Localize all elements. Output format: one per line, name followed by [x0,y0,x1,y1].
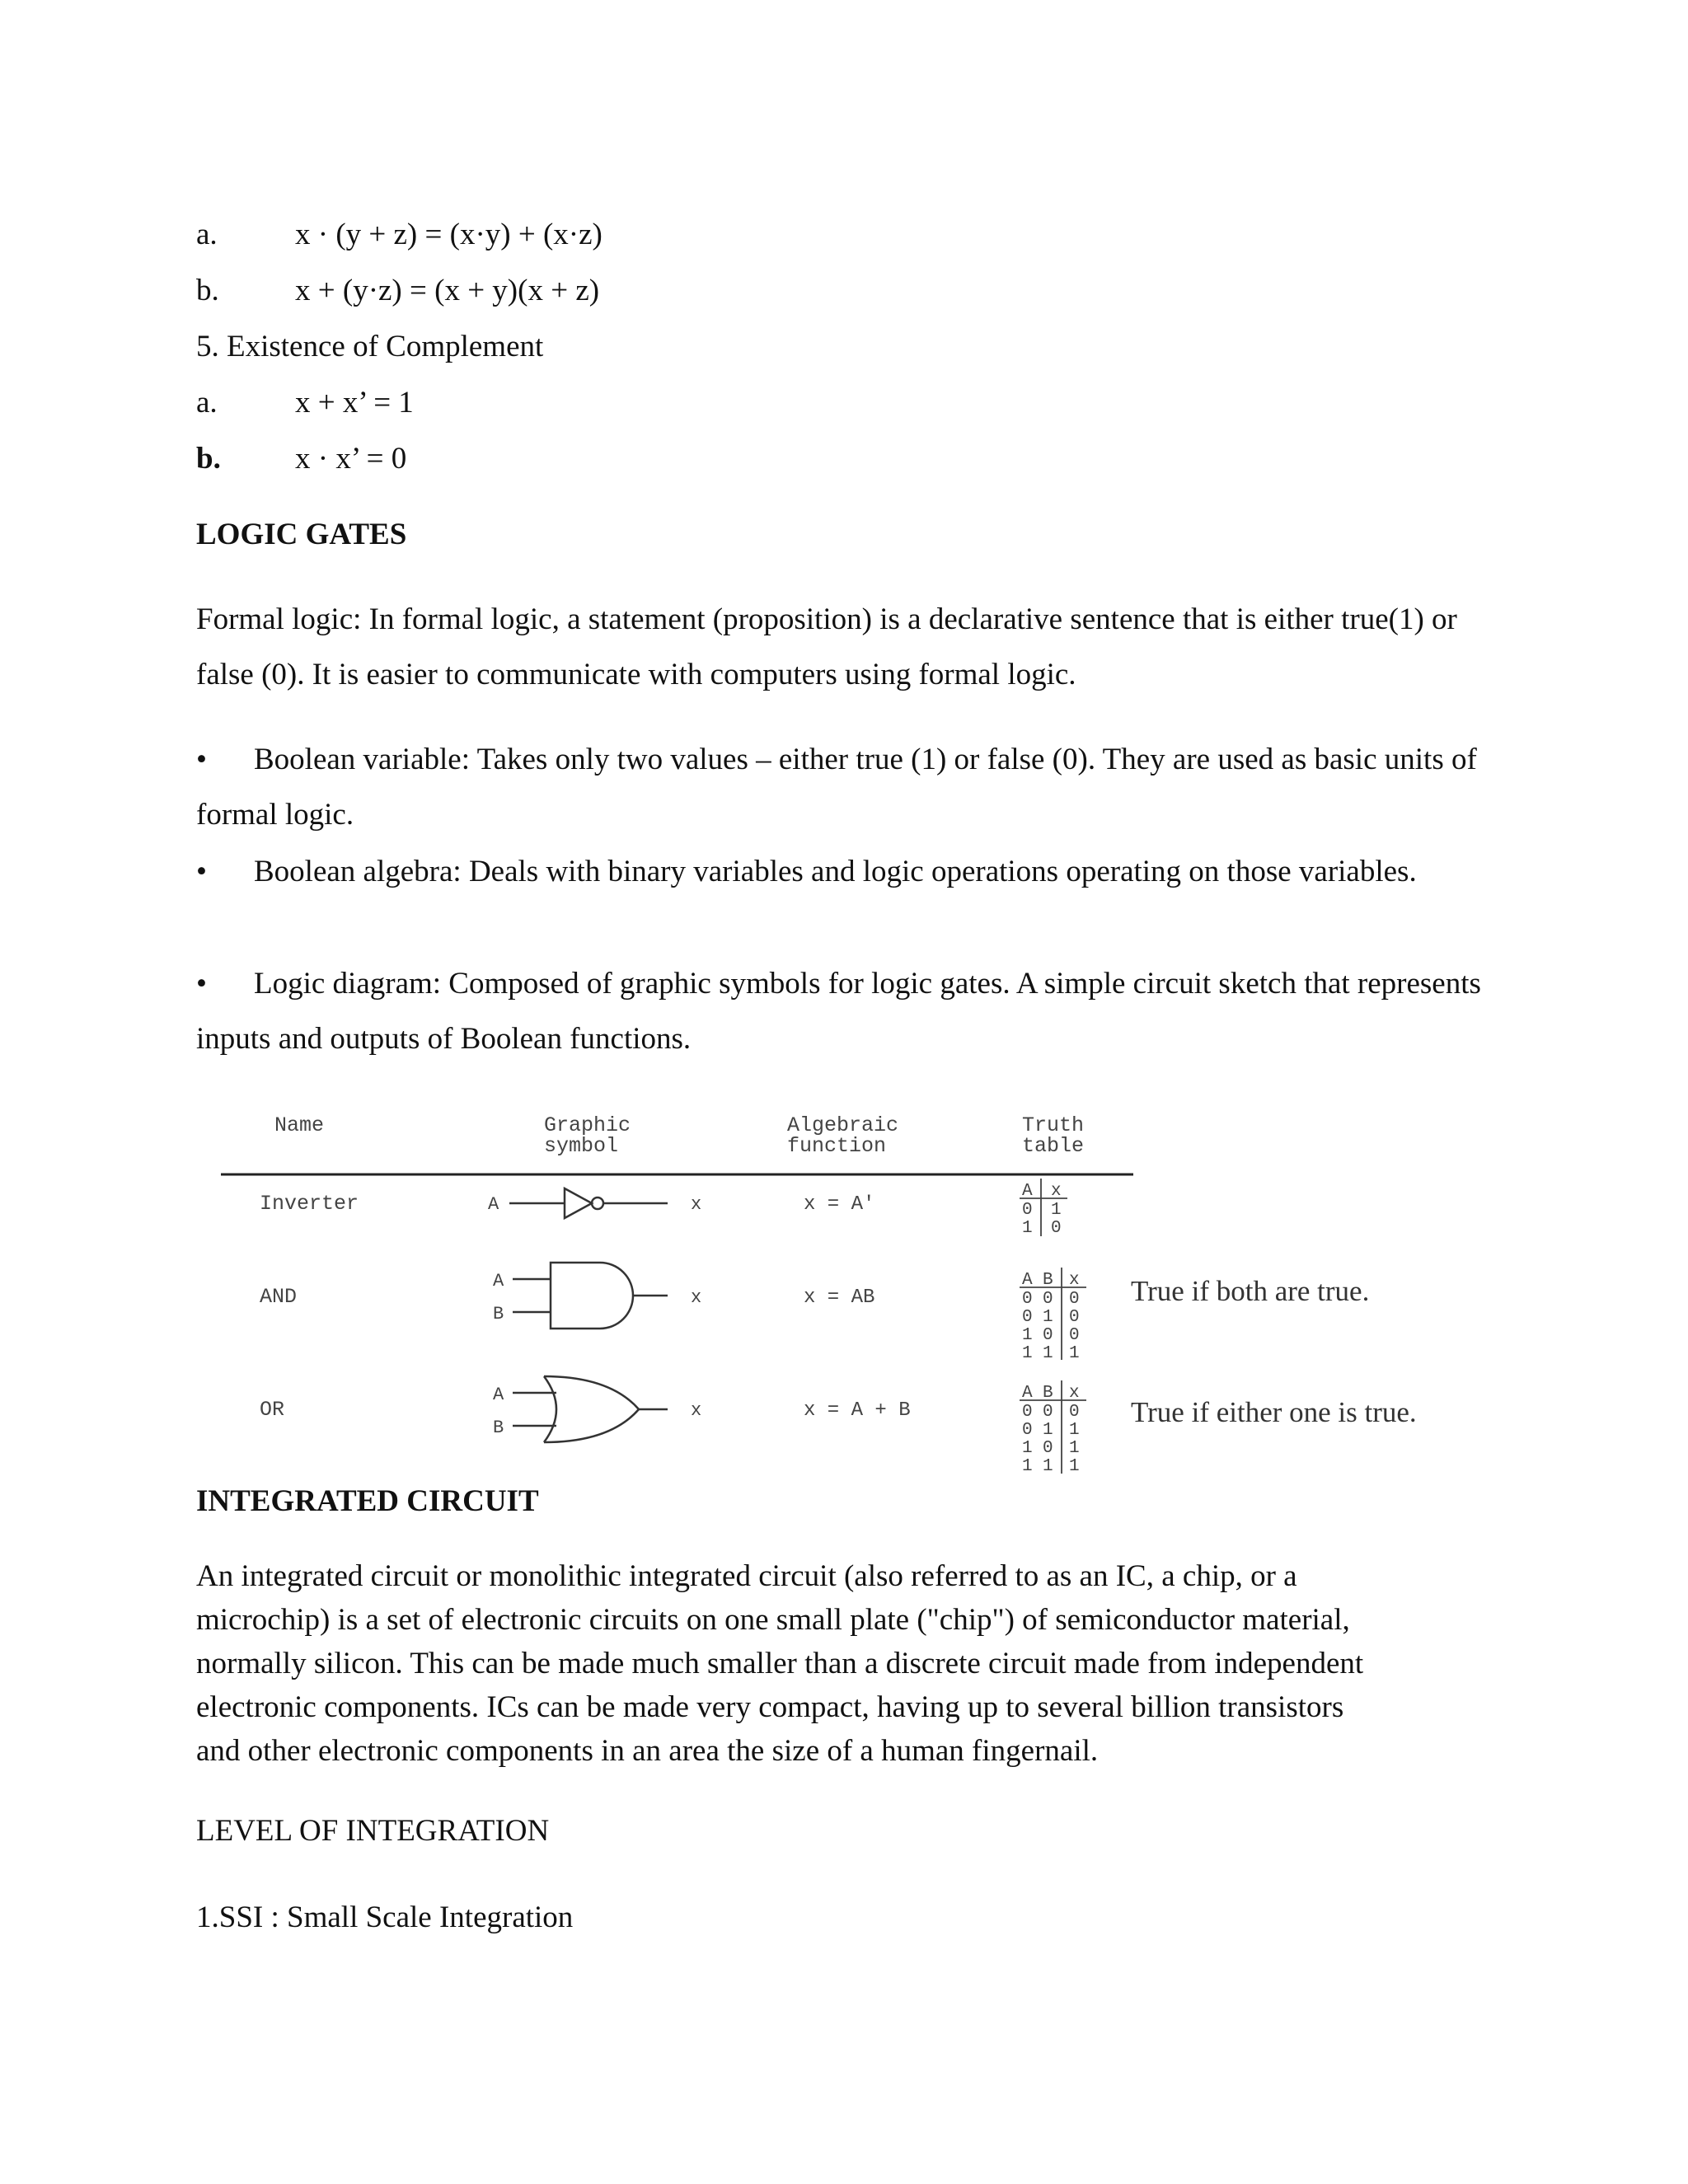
distributive-law-b [196,275,599,306]
tt-cell: 0 [1022,1403,1033,1422]
inverter-output-x: x [691,1194,702,1215]
tt-cell: 0 [1043,1403,1053,1422]
tt-cell: 0 [1069,1326,1080,1345]
tt-cell: 0 [1022,1308,1033,1327]
tt-cell: 0 [1022,1421,1033,1440]
tt-cell: 1 [1051,1201,1062,1220]
bullet-boolean-algebra [196,844,1482,899]
gate-name-and: AND [260,1285,298,1309]
inverter-input-a: A [488,1194,499,1215]
item-expression: x + x’ = 1 [295,386,414,419]
item-label: b. [196,442,221,476]
header-name: Name [274,1113,325,1137]
tt-header: x [1069,1271,1080,1290]
tt-cell: 0 [1069,1403,1080,1422]
complement-item-b [196,443,406,474]
tt-cell: 1 [1069,1421,1080,1440]
paragraph-line: electronic components. ICs can be made very compact, having up to several billion transistors [196,1690,1344,1724]
inverter-truth-table [1020,1179,1067,1238]
tt-cell: 0 [1043,1326,1053,1345]
and-note: True if both are true. [1131,1275,1370,1307]
logic-gates-figure [0,1104,1688,1492]
tt-cell: 1 [1022,1457,1033,1476]
or-note: True if either one is true. [1131,1396,1417,1428]
tt-header: A [1022,1384,1033,1403]
tt-header: B [1043,1271,1053,1290]
and-output-x: x [691,1287,702,1308]
paragraph-line: and other electronic components in an area the size of a human fingernail. [196,1734,1099,1768]
header-truth: Truth [1022,1113,1085,1137]
bullet-logic-diagram [196,956,1482,1066]
tt-header: A [1022,1271,1033,1290]
ssi-item: 1.SSI : Small Scale Integration [196,1900,574,1934]
tt-cell: 0 [1043,1290,1053,1309]
bullet-glyph: • [196,743,207,776]
tt-cell: 1 [1022,1326,1033,1345]
complement-title: 5. Existence of Complement [196,330,544,363]
logic-gates-heading: LOGIC GATES [196,518,407,551]
bullet-text: Logic diagram: Composed of graphic symbols for logic gates. A simple circuit sketch that represents inputs and outputs of Boolean functions. [196,967,1481,1056]
and-truth-table [1020,1268,1086,1363]
and-input-b: B [493,1304,504,1324]
gate-name-or: OR [260,1398,285,1422]
or-function: x = A + B [804,1399,911,1422]
tt-cell: 1 [1069,1457,1080,1476]
item-label: b. [196,274,219,307]
tt-header: B [1043,1384,1053,1403]
bullet-glyph: • [196,855,207,888]
or-input-b: B [493,1418,504,1438]
tt-header: x [1051,1182,1062,1201]
header-graphic: Graphic [544,1113,631,1137]
item-expression: x + (y·z) = (x + y)(x + z) [295,274,600,307]
tt-cell: 1 [1022,1439,1033,1458]
tt-cell: 0 [1043,1439,1053,1458]
tt-cell: 0 [1069,1308,1080,1327]
or-input-a: A [493,1385,504,1405]
tt-cell: 1 [1043,1308,1053,1327]
paragraph-line: normally silicon. This can be made much smaller than a discrete circuit made from independent [196,1647,1364,1680]
tt-cell: 1 [1043,1421,1053,1440]
or-truth-table [1020,1380,1086,1476]
not-gate-symbol [509,1188,668,1218]
tt-cell: 1 [1043,1457,1053,1476]
and-gate-symbol [513,1263,668,1329]
or-output-x: x [691,1400,702,1421]
and-input-a: A [493,1271,504,1291]
distributive-law-a [196,219,603,250]
integrated-circuit-heading: INTEGRATED CIRCUIT [196,1484,539,1518]
bullet-text: Boolean variable: Takes only two values – either true (1) or false (0). They are used as basic units of formal logic. [196,743,1477,832]
item-expression: x · x’ = 0 [295,442,407,476]
level-of-integration-heading: LEVEL OF INTEGRATION [196,1814,550,1848]
gate-name-inverter: Inverter [260,1192,359,1216]
tt-cell: 1 [1022,1219,1033,1238]
tt-cell: 1 [1043,1344,1053,1363]
paragraph-line: An integrated circuit or monolithic integrated circuit (also referred to as an IC, a chip, or a [196,1559,1297,1593]
header-table: table [1022,1134,1085,1158]
tt-cell: 0 [1051,1219,1062,1238]
inverter-function: x = A' [804,1193,875,1216]
tt-cell: 1 [1069,1439,1080,1458]
formal-logic-paragraph: Formal logic: In formal logic, a statement (proposition) is a declarative sentence that is either true(1) or false (0). It is easier to communicate with computers using formal logic. [196,602,1457,691]
header-algebraic: Algebraic [787,1113,899,1137]
complement-item-a [196,387,414,418]
header-function: function [787,1134,887,1158]
tt-header: x [1069,1384,1080,1403]
item-label: a. [196,386,218,419]
bullet-boolean-variable [196,732,1482,842]
header-symbol: symbol [544,1134,619,1158]
tt-cell: 0 [1022,1290,1033,1309]
or-gate-symbol [513,1376,668,1442]
bullet-glyph: • [196,967,207,1001]
item-label: a. [196,218,218,251]
tt-header: A [1022,1182,1033,1201]
integrated-circuit-paragraph [196,1554,1482,1773]
tt-cell: 1 [1069,1344,1080,1363]
bullet-text: Boolean algebra: Deals with binary variables and logic operations operating on those variables. [254,855,1417,888]
and-function: x = AB [804,1286,875,1309]
tt-cell: 0 [1069,1290,1080,1309]
tt-cell: 0 [1022,1201,1033,1220]
item-expression: x · (y + z) = (x·y) + (x·z) [295,218,603,251]
tt-cell: 1 [1022,1344,1033,1363]
paragraph-line: microchip) is a set of electronic circuits on one small plate ("chip") of semiconductor material, [196,1603,1350,1637]
